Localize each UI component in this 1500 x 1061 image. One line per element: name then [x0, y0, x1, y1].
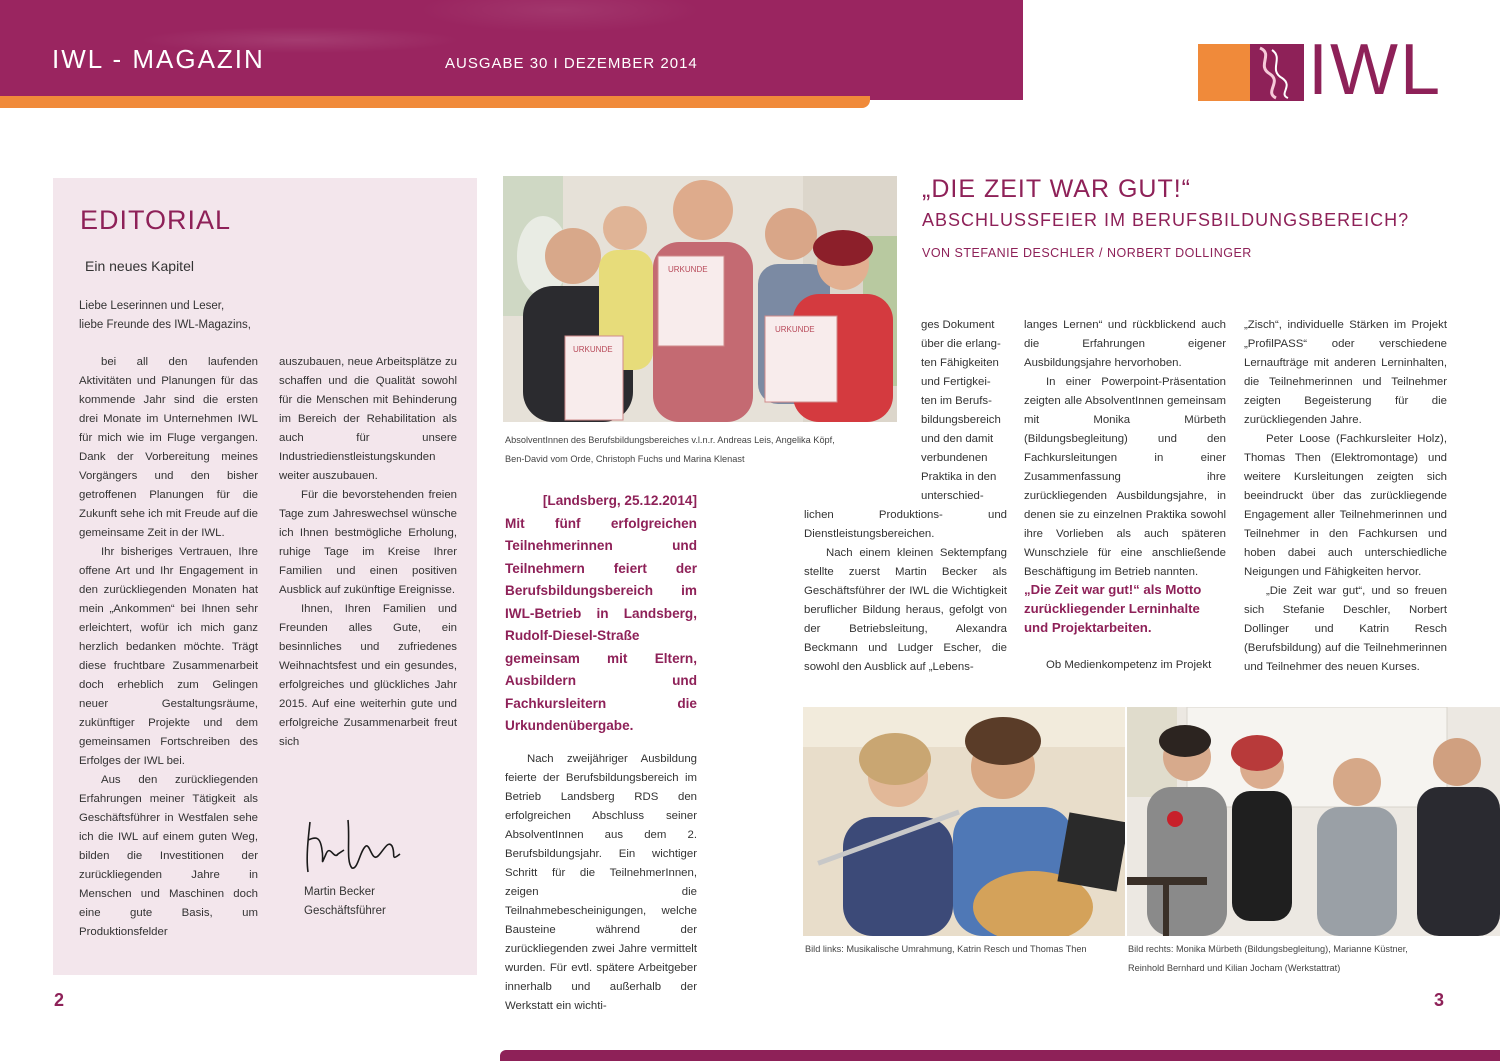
footer-bar: [500, 1050, 1500, 1061]
logo-icon: [1250, 44, 1304, 101]
paragraph: auszubauen, neue Arbeitsplätze zu schaffen und die Qualität sowohl für die Menschen mit Behinderung im Bereich der Rehabilitation als auch für unsere Industriedienstleistungskunden weiter auszubauen.: [279, 356, 457, 482]
magazine-title: IWL - MAGAZIN: [52, 44, 265, 74]
graduates-photo: [503, 176, 897, 422]
signature-name: Martin Becker: [304, 886, 375, 898]
page-number-left: 2: [54, 990, 65, 1010]
signature-image: [300, 810, 410, 880]
signature-role: Geschäftsführer: [304, 905, 386, 917]
paragraph: lichen Produktions- und Dienstleistungsbereichen.: [804, 509, 1007, 540]
editorial-column-2: [279, 353, 457, 752]
article-column-c-end: [1024, 656, 1226, 675]
paragraph: In einer Powerpoint-Präsentation zeigten alle AbsolventInnen gemeinsam mit Monika Mürbeth (Bildungsbegleitung) und den Fachkursleitungen in einer Zusammenfassung ihre zurückliegenden Ausbildungsjahre, in denen sie zu einzelnen Praktika sowohl ihre Vorlieben als auch späteren Wunschziele für eine anschließende Beschäftigung im Betrieb nannten.: [1024, 376, 1226, 578]
article-column-a: [505, 750, 697, 1016]
editorial-title: EDITORIAL: [80, 205, 232, 235]
paragraph: Ihr bisheriges Vertrauen, Ihre offene Art und Ihr Engagement in den zurückliegenden Monaten hat mein „Ankommen“ bei Ihnen sehr erleichtert, wofür ich mich ganz herzlich bedanken möchte. Trägt diese fruchtbare Zusammenarbeit doch erheblich zum Gelingen neuer Gestaltungsräume, zukünftiger Projekte und dem gemeinsamen Fortschreiben des Erfolges der IWL bei.: [79, 546, 258, 767]
paragraph: Peter Loose (Fachkursleiter Holz), Thomas Then (Elektromontage) und weitere Kursleitungen zeigten sich beeindruckt über das zurückliegende Engagement aller Teilnehmerinnen und Teilnehmer in den Fachkursen und hoben dabei auch unterschiedliche Neigungen und Fähigkeiten hervor.: [1244, 433, 1447, 578]
certificate-label: URKUNDE: [573, 345, 613, 354]
paragraph: „Die Zeit war gut“, und so freuen sich Stefanie Deschler, Norbert Dollinger und Katrin Resch (Berufsbildung) auf die Teilnehmerinnen und Teilnehmer des neuen Kurses.: [1244, 585, 1447, 673]
text-line: Praktika in den: [921, 471, 997, 483]
text-line: über die erlang-: [921, 338, 1001, 350]
text-line: ges Dokument: [921, 319, 995, 331]
caption-line: Bild rechts: Monika Mürbeth (Bildungsbegleitung), Marianne Küstner,: [1128, 944, 1408, 954]
paragraph: Nach zweijähriger Ausbildung feierte der Berufsbildungsbereich im Betrieb Landsberg RDS den erfolgreichen Abschluss seiner AbsolventInnen aus dem 2. Berufsbildungsjahr. Ein wichtiger Schritt für die TeilnehmerInnen, zeigen die Teilnahmebescheinigungen, welche Bausteine während der zurückliegenden zwei Jahre vermittelt wurden. Für evtl. spätere Arbeitgeber innerhalb und außerhalb der Werkstatt ein wichti-: [505, 753, 697, 1012]
article-motto: „Die Zeit war gut!“ als Motto zurückliegender Lerninhalte und Projektarbeiten.: [1024, 582, 1202, 635]
paragraph: „Zisch“, individuelle Stärken im Projekt „ProfilPASS“ oder verschiedene Lernaufträge mit anderen Lerninhalten, die Teilnehmerinnen und Teilnehmer zeigten Begeisterung für die zurückliegenden Jahre.: [1244, 319, 1447, 426]
photo3-caption: [1128, 940, 1498, 978]
caption-line: Reinhold Bernhard und Kilian Jocham (Werkstattrat): [1128, 963, 1341, 973]
paragraph: Ob Medienkompetenz im Projekt: [1046, 659, 1212, 671]
editorial-greeting: [79, 297, 299, 335]
text-line: und Fertigkei-: [921, 376, 991, 388]
article-lead: [505, 490, 697, 738]
text-line: ten im Berufs-: [921, 395, 992, 407]
certificate-label: URKUNDE: [775, 325, 815, 334]
photo2-caption: Bild links: Musikalische Umrahmung, Katrin Resch und Thomas Then: [805, 944, 1087, 954]
article-byline: VON STEFANIE DESCHLER / NORBERT DOLLINGER: [922, 246, 1252, 260]
music-photo: [803, 707, 1125, 936]
caption-line: AbsolventInnen des Berufsbildungsbereiches v.l.n.r. Andreas Leis, Angelika Köpf,: [505, 435, 835, 445]
text-line: unterschied-: [921, 490, 984, 502]
greeting-line: liebe Freunde des IWL-Magazins,: [79, 319, 251, 331]
presentation-photo: [1127, 707, 1500, 936]
signature-block: [304, 883, 386, 921]
paragraph: Nach einem kleinen Sektempfang stellte zuerst Martin Becker als Geschäftsführer der IWL die Wichtigkeit beruflicher Bildung heraus, gefolgt von der Betriebsleitung, Alexandra Beckmann und Ludger Escher, die sowohl den Ausblick auf „Lebens-: [804, 547, 1007, 673]
text-line: ten Fähigkeiten: [921, 357, 999, 369]
lead-dateline: [Landsberg, 25.12.2014]: [542, 493, 697, 508]
logo-orange-block: [1198, 44, 1250, 101]
article-column-c: [1024, 316, 1226, 582]
article-column-d: [1244, 316, 1447, 677]
text-line: und den damit: [921, 433, 994, 445]
greeting-line: Liebe Leserinnen und Leser,: [79, 300, 225, 312]
caption-line: Ben-David vom Orde, Christoph Fuchs und Marina Klenast: [505, 454, 745, 464]
paragraph: langes Lernen“ und rückblickend auch die Erfahrungen eigener Ausbildungsjahre hervorhoben.: [1024, 319, 1226, 369]
photo1-caption: [505, 431, 895, 469]
text-line: verbundenen: [921, 452, 988, 464]
page-number-right: 3: [1434, 990, 1445, 1010]
text-line: bildungsbereich: [921, 414, 1001, 426]
article-column-b-wide: [804, 506, 1007, 677]
article-subtitle: ABSCHLUSSFEIER IM BERUFSBILDUNGSBEREICH?: [922, 210, 1410, 230]
article-title: „DIE ZEIT WAR GUT!“: [922, 175, 1191, 203]
editorial-subtitle: Ein neues Kapitel: [85, 258, 194, 274]
paragraph: Für die bevorstehenden freien Tage zum Jahreswechsel wünsche ich Ihnen bestmögliche Erholung, ruhige Tage im Kreise Ihrer Familien und einen positiven Ausblick auf zukünftige Ereignisse.: [279, 489, 457, 596]
lead-text: Mit fünf erfolgreichen Teilnehmerinnen und Teilnehmern feiert der Berufsbildungsbereich im IWL-Betrieb in Landsberg, Rudolf-Diesel-Straße gemeinsam mit Eltern, Ausbildern und Fachkursleitern die Urkundenübergabe.: [505, 515, 697, 733]
paragraph: bei all den laufenden Aktivitäten und Planungen für das kommende Jahr sind die ersten drei Monate im Unternehmen IWL für mich wie im Fluge vergangen. Dank der Vorbereitung meines Vorgängers und den bisher getroffenen Planungen für die Zukunft sehe ich mit Freude auf die gemeinsame Zeit in der IWL.: [79, 356, 258, 539]
article-column-b-narrow: [921, 316, 1007, 506]
paragraph: Ihnen, Ihren Familien und Freunden alles Gute, ein besinnliches und zufriedenes Weihnachtsfest und ein gesundes, erfolgreiches und glückliches Jahr 2015. Auf eine weiterhin gute und erfolgreiche Zusammenarbeit freut sich: [279, 603, 457, 748]
certificate-label: URKUNDE: [668, 265, 708, 274]
logo-text: IWL: [1308, 30, 1443, 110]
editorial-column-1: [79, 353, 258, 942]
header-orange-stripe: [0, 96, 870, 108]
paragraph: Aus den zurückliegenden Erfahrungen meiner Tätigkeit als Geschäftsführer in Westfalen sehe ich die IWL auf einem guten Weg, bilden die Investitionen der zurückliegenden Jahre in Menschen und Maschinen doch eine gute Basis, um Produktionsfelder: [79, 774, 258, 938]
issue-info: AUSGABE 30 I DEZEMBER 2014: [445, 55, 698, 72]
